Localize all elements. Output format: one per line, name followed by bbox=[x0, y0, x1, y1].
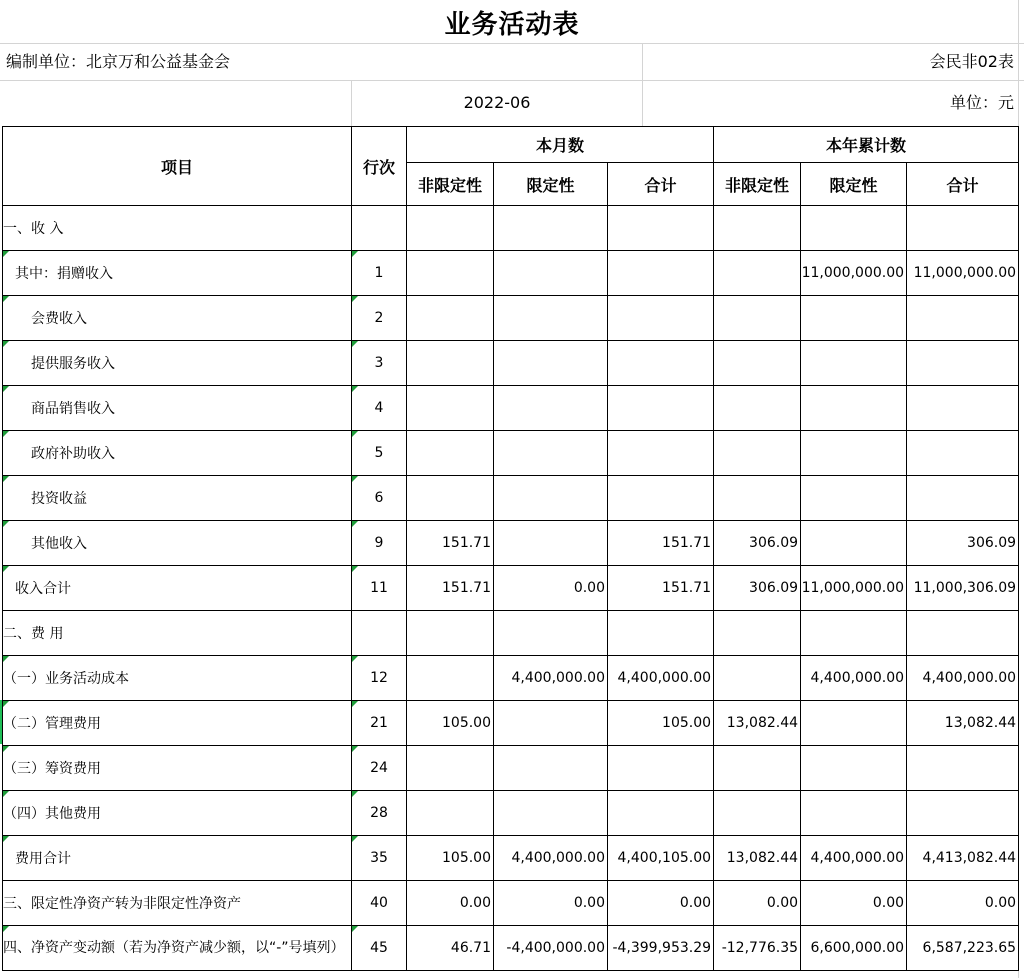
table-row bbox=[3, 791, 1019, 836]
value-cell-y-u[interactable] bbox=[714, 296, 801, 341]
value-cell-m-u[interactable]: 105.00 bbox=[407, 836, 494, 881]
value-cell-y-t[interactable] bbox=[907, 296, 1019, 341]
value-cell-m-u[interactable] bbox=[407, 386, 494, 431]
org-label[interactable]: 编制单位：北京万和公益基金会 bbox=[6, 52, 231, 71]
value-cell-y-t[interactable]: 4,400,000.00 bbox=[907, 656, 1019, 701]
value-cell-y-u[interactable] bbox=[714, 656, 801, 701]
row-number[interactable]: 24 bbox=[352, 746, 407, 791]
table-row bbox=[3, 656, 1019, 701]
value-cell-m-t[interactable]: 4,400,000.00 bbox=[608, 656, 714, 701]
value-cell-m-r[interactable] bbox=[494, 791, 608, 836]
value-cell-m-u[interactable] bbox=[407, 206, 494, 251]
value-cell-m-r[interactable]: 4,400,000.00 bbox=[494, 656, 608, 701]
value-cell-m-r[interactable] bbox=[494, 341, 608, 386]
row-label[interactable]: （四）其他费用 bbox=[3, 791, 352, 836]
value-cell-m-r[interactable]: 0.00 bbox=[494, 881, 608, 926]
value-cell-m-t[interactable] bbox=[608, 206, 714, 251]
value-cell-m-r[interactable] bbox=[494, 746, 608, 791]
row-number[interactable] bbox=[352, 611, 407, 656]
value-cell-m-u[interactable] bbox=[407, 656, 494, 701]
value-cell-m-u[interactable] bbox=[407, 611, 494, 656]
value-cell-y-r[interactable] bbox=[801, 296, 907, 341]
value-cell-y-t[interactable] bbox=[907, 611, 1019, 656]
value-cell-m-t[interactable] bbox=[608, 296, 714, 341]
value-cell-y-u[interactable]: 306.09 bbox=[714, 566, 801, 611]
row-number[interactable]: 1 bbox=[352, 251, 407, 296]
activity-table bbox=[2, 126, 1019, 971]
row-number[interactable]: 2 bbox=[352, 296, 407, 341]
value-cell-y-t[interactable]: 306.09 bbox=[907, 521, 1019, 566]
row-number[interactable]: 28 bbox=[352, 791, 407, 836]
table-row bbox=[3, 926, 1019, 971]
value-cell-m-r[interactable] bbox=[494, 296, 608, 341]
col-header-item[interactable]: 项目 bbox=[3, 127, 352, 206]
table-row bbox=[3, 566, 1019, 611]
value-cell-y-r[interactable] bbox=[801, 521, 907, 566]
value-cell-m-t[interactable] bbox=[608, 341, 714, 386]
value-cell-m-t[interactable]: 151.71 bbox=[608, 566, 714, 611]
value-cell-m-r[interactable]: 4,400,000.00 bbox=[494, 836, 608, 881]
value-cell-y-r[interactable] bbox=[801, 746, 907, 791]
value-cell-m-u[interactable] bbox=[407, 791, 494, 836]
table-row bbox=[3, 521, 1019, 566]
value-cell-y-t[interactable]: 4,413,082.44 bbox=[907, 836, 1019, 881]
value-cell-y-r[interactable]: 0.00 bbox=[801, 881, 907, 926]
table-row bbox=[3, 251, 1019, 296]
value-cell-m-t[interactable]: -4,399,953.29 bbox=[608, 926, 714, 971]
value-cell-m-u[interactable] bbox=[407, 296, 494, 341]
table-row bbox=[3, 611, 1019, 656]
value-cell-y-r[interactable]: 11,000,000.00 bbox=[801, 566, 907, 611]
value-cell-m-u[interactable]: 151.71 bbox=[407, 566, 494, 611]
row-label[interactable]: 三、限定性净资产转为非限定性净资产 bbox=[3, 881, 352, 926]
value-cell-y-u[interactable] bbox=[714, 206, 801, 251]
value-cell-m-r[interactable]: -4,400,000.00 bbox=[494, 926, 608, 971]
row-label[interactable]: 其中：捐赠收入 bbox=[3, 251, 352, 296]
value-cell-y-r[interactable] bbox=[801, 791, 907, 836]
value-cell-m-u[interactable]: 105.00 bbox=[407, 701, 494, 746]
value-cell-m-t[interactable] bbox=[608, 791, 714, 836]
value-cell-y-u[interactable]: 0.00 bbox=[714, 881, 801, 926]
value-cell-m-r[interactable] bbox=[494, 206, 608, 251]
row-label[interactable]: 投资收益 bbox=[3, 476, 352, 521]
value-cell-y-u[interactable]: 306.09 bbox=[714, 521, 801, 566]
table-row bbox=[3, 296, 1019, 341]
value-cell-m-r[interactable] bbox=[494, 386, 608, 431]
row-number[interactable]: 5 bbox=[352, 431, 407, 476]
col-header-month-total[interactable]: 合计 bbox=[608, 163, 714, 206]
row-number[interactable]: 4 bbox=[352, 386, 407, 431]
row-number[interactable]: 40 bbox=[352, 881, 407, 926]
table-row bbox=[3, 206, 1019, 251]
row-number[interactable]: 21 bbox=[352, 701, 407, 746]
col-header-row-no[interactable]: 行次 bbox=[352, 127, 407, 206]
row-label[interactable]: （一）业务活动成本 bbox=[3, 656, 352, 701]
value-cell-m-r[interactable] bbox=[494, 251, 608, 296]
col-group-year[interactable]: 本年累计数 bbox=[714, 127, 1019, 163]
value-cell-m-r[interactable] bbox=[494, 611, 608, 656]
row-label[interactable]: 二、费 用 bbox=[3, 611, 352, 656]
value-cell-m-u[interactable]: 46.71 bbox=[407, 926, 494, 971]
value-cell-m-t[interactable] bbox=[608, 431, 714, 476]
value-cell-y-r[interactable] bbox=[801, 611, 907, 656]
value-cell-y-u[interactable] bbox=[714, 791, 801, 836]
value-cell-m-u[interactable] bbox=[407, 341, 494, 386]
row-label[interactable]: 四、净资产变动额（若为净资产减少额，以“-”号填列） bbox=[3, 926, 352, 971]
value-cell-y-r[interactable] bbox=[801, 341, 907, 386]
value-cell-m-u[interactable]: 0.00 bbox=[407, 881, 494, 926]
value-cell-y-t[interactable]: 11,000,000.00 bbox=[907, 251, 1019, 296]
value-cell-y-u[interactable] bbox=[714, 746, 801, 791]
value-cell-m-r[interactable] bbox=[494, 521, 608, 566]
value-cell-y-r[interactable] bbox=[801, 431, 907, 476]
value-cell-y-t[interactable]: 0.00 bbox=[907, 881, 1019, 926]
value-cell-y-t[interactable] bbox=[907, 791, 1019, 836]
table-row bbox=[3, 881, 1019, 926]
value-cell-y-t[interactable] bbox=[907, 746, 1019, 791]
report-title: 业务活动表 bbox=[444, 9, 580, 40]
value-cell-y-t[interactable] bbox=[907, 431, 1019, 476]
value-cell-y-u[interactable] bbox=[714, 251, 801, 296]
value-cell-m-r[interactable] bbox=[494, 701, 608, 746]
value-cell-m-r[interactable] bbox=[494, 431, 608, 476]
value-cell-y-t[interactable]: 6,587,223.65 bbox=[907, 926, 1019, 971]
value-cell-y-r[interactable] bbox=[801, 386, 907, 431]
row-label[interactable]: 政府补助收入 bbox=[3, 431, 352, 476]
col-group-month[interactable]: 本月数 bbox=[407, 127, 714, 163]
value-cell-m-r[interactable]: 0.00 bbox=[494, 566, 608, 611]
row-number[interactable]: 35 bbox=[352, 836, 407, 881]
table-row bbox=[3, 701, 1019, 746]
value-cell-m-u[interactable] bbox=[407, 476, 494, 521]
row-number[interactable]: 3 bbox=[352, 341, 407, 386]
table-row bbox=[3, 746, 1019, 791]
value-cell-y-t[interactable] bbox=[907, 206, 1019, 251]
form-code[interactable]: 会民非02表 bbox=[929, 52, 1014, 71]
row-label[interactable]: 费用合计 bbox=[3, 836, 352, 881]
value-cell-m-r[interactable] bbox=[494, 476, 608, 521]
table-row bbox=[3, 836, 1019, 881]
value-cell-y-r[interactable] bbox=[801, 701, 907, 746]
table-row bbox=[3, 386, 1019, 431]
value-cell-y-t[interactable] bbox=[907, 341, 1019, 386]
value-cell-y-r[interactable] bbox=[801, 476, 907, 521]
value-cell-y-u[interactable] bbox=[714, 431, 801, 476]
value-cell-m-t[interactable]: 151.71 bbox=[608, 521, 714, 566]
period-cell[interactable]: 2022-06 bbox=[463, 93, 531, 112]
gridline bbox=[642, 44, 643, 126]
col-header-year-restricted[interactable]: 限定性 bbox=[801, 163, 907, 206]
value-cell-m-t[interactable] bbox=[608, 746, 714, 791]
row-number[interactable]: 12 bbox=[352, 656, 407, 701]
value-cell-y-u[interactable] bbox=[714, 476, 801, 521]
row-number[interactable]: 6 bbox=[352, 476, 407, 521]
table-row bbox=[3, 431, 1019, 476]
value-cell-m-t[interactable] bbox=[608, 251, 714, 296]
table-row bbox=[3, 476, 1019, 521]
col-header-month-restricted[interactable]: 限定性 bbox=[494, 163, 608, 206]
row-label[interactable]: 收入合计 bbox=[3, 566, 352, 611]
row-label[interactable]: （三）筹资费用 bbox=[3, 746, 352, 791]
value-cell-y-u[interactable]: 13,082.44 bbox=[714, 836, 801, 881]
value-cell-m-u[interactable]: 151.71 bbox=[407, 521, 494, 566]
row-number[interactable]: 9 bbox=[352, 521, 407, 566]
row-label[interactable]: 其他收入 bbox=[3, 521, 352, 566]
col-header-year-total[interactable]: 合计 bbox=[907, 163, 1019, 206]
value-cell-m-u[interactable] bbox=[407, 746, 494, 791]
row-number[interactable] bbox=[352, 206, 407, 251]
col-header-month-unrestricted[interactable]: 非限定性 bbox=[407, 163, 494, 206]
value-cell-m-u[interactable] bbox=[407, 431, 494, 476]
col-header-year-unrestricted[interactable]: 非限定性 bbox=[714, 163, 801, 206]
value-cell-y-t[interactable] bbox=[907, 386, 1019, 431]
value-cell-m-t[interactable]: 105.00 bbox=[608, 701, 714, 746]
row-label[interactable]: 一、收 入 bbox=[3, 206, 352, 251]
row-label[interactable]: 商品销售收入 bbox=[3, 386, 352, 431]
value-cell-m-t[interactable] bbox=[608, 611, 714, 656]
table-row bbox=[3, 341, 1019, 386]
value-cell-m-t[interactable]: 0.00 bbox=[608, 881, 714, 926]
value-cell-m-t[interactable] bbox=[608, 476, 714, 521]
value-cell-y-t[interactable]: 13,082.44 bbox=[907, 701, 1019, 746]
value-cell-y-t[interactable] bbox=[907, 476, 1019, 521]
value-cell-y-u[interactable]: -12,776.35 bbox=[714, 926, 801, 971]
row-number[interactable]: 45 bbox=[352, 926, 407, 971]
value-cell-y-u[interactable] bbox=[714, 386, 801, 431]
row-number[interactable]: 11 bbox=[352, 566, 407, 611]
value-cell-m-u[interactable] bbox=[407, 251, 494, 296]
value-cell-y-r[interactable]: 11,000,000.00 bbox=[801, 251, 907, 296]
value-cell-y-r[interactable] bbox=[801, 206, 907, 251]
value-cell-y-r[interactable]: 4,400,000.00 bbox=[801, 656, 907, 701]
value-cell-y-r[interactable]: 6,600,000.00 bbox=[801, 926, 907, 971]
value-cell-y-u[interactable] bbox=[714, 341, 801, 386]
row-label[interactable]: （二）管理费用 bbox=[3, 701, 352, 746]
value-cell-y-u[interactable]: 13,082.44 bbox=[714, 701, 801, 746]
row-label[interactable]: 提供服务收入 bbox=[3, 341, 352, 386]
value-cell-y-u[interactable] bbox=[714, 611, 801, 656]
row-label[interactable]: 会费收入 bbox=[3, 296, 352, 341]
value-cell-m-t[interactable]: 4,400,105.00 bbox=[608, 836, 714, 881]
unit-label[interactable]: 单位：元 bbox=[949, 93, 1014, 112]
value-cell-y-t[interactable]: 11,000,306.09 bbox=[907, 566, 1019, 611]
value-cell-m-t[interactable] bbox=[608, 386, 714, 431]
value-cell-y-r[interactable]: 4,400,000.00 bbox=[801, 836, 907, 881]
